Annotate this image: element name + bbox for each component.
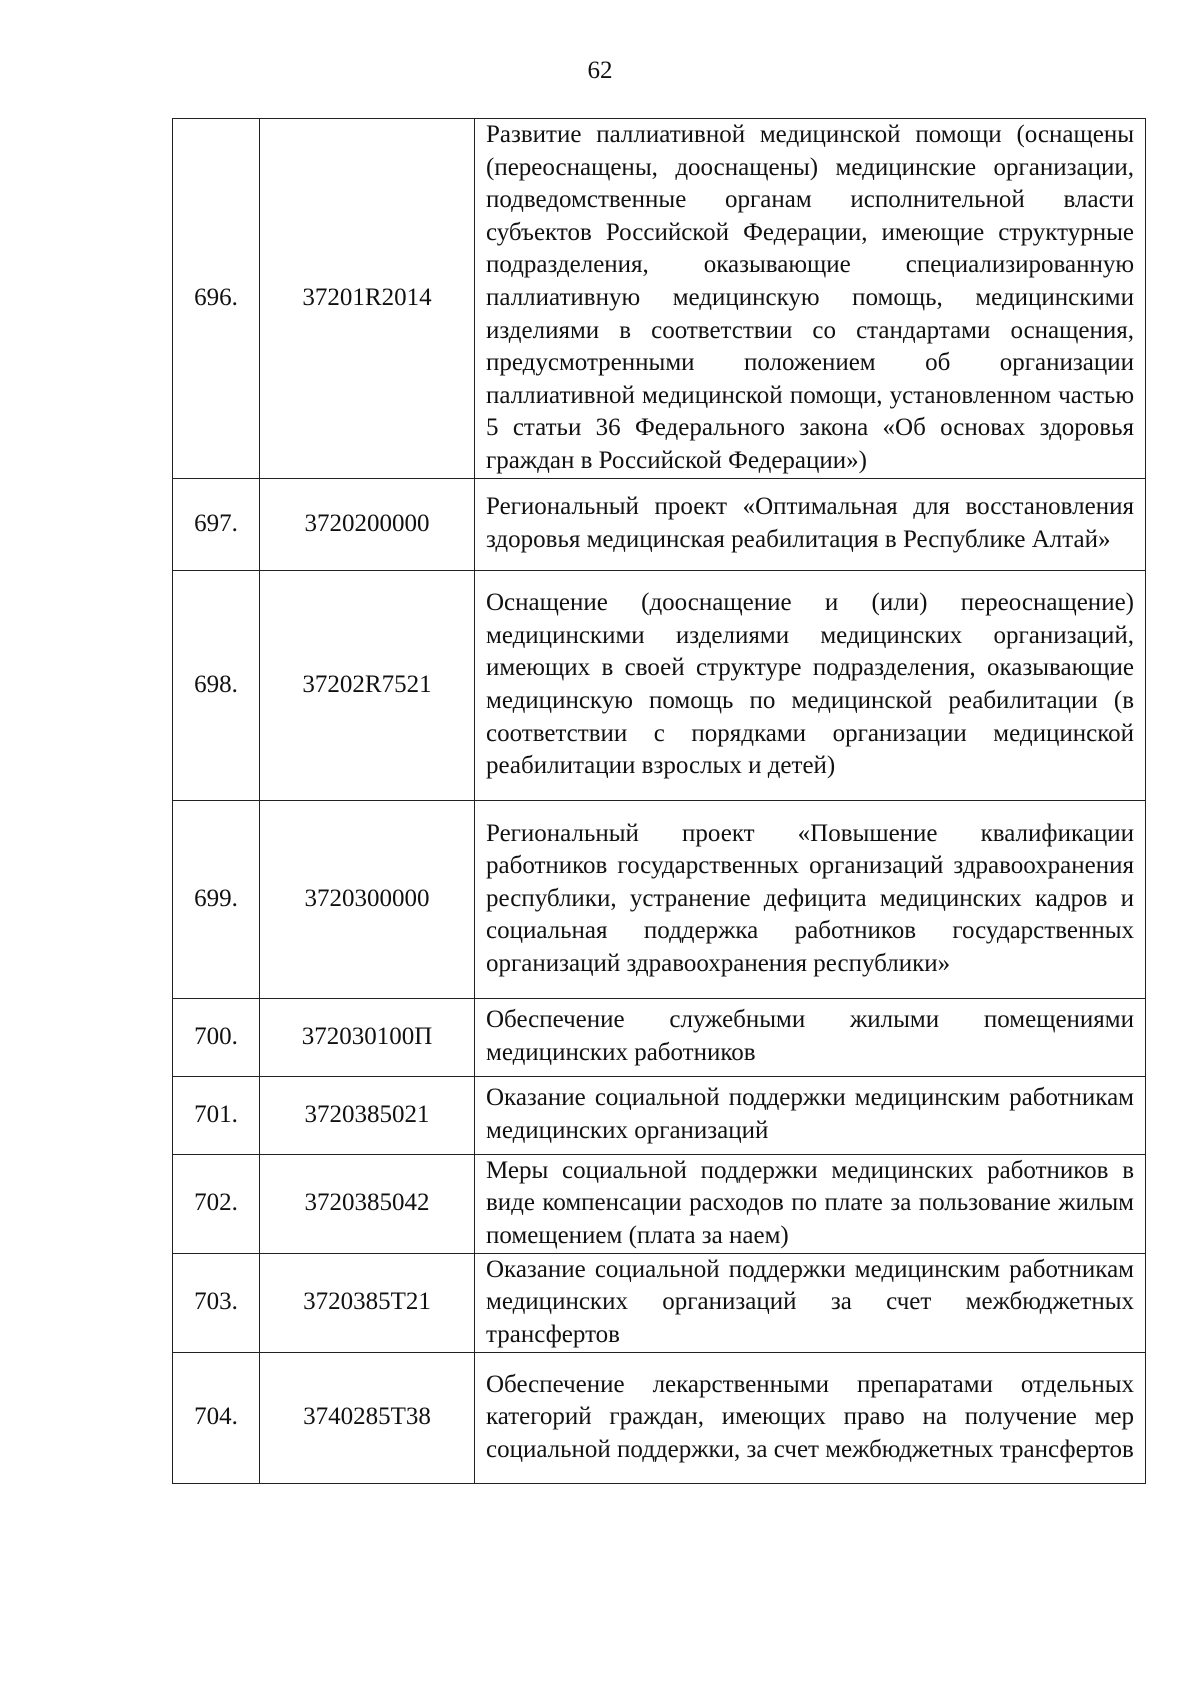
row-code: 3740285Т38 <box>260 1352 475 1483</box>
page-number: 62 <box>587 57 613 84</box>
row-code: 37202R7521 <box>260 570 475 800</box>
table-row <box>173 1076 1146 1154</box>
table-row <box>173 1154 1146 1253</box>
row-number: 704. <box>173 1352 260 1483</box>
row-code: 37201R2014 <box>260 119 475 479</box>
budget-classification-table <box>172 118 1146 1484</box>
row-description: Региональный проект «Оптимальная для восстановления здоровья медицинская реабилитация в Республике Алтай» <box>475 478 1146 570</box>
table-row <box>173 998 1146 1076</box>
row-description: Обеспечение служебными жилыми помещениями медицинских работников <box>475 998 1146 1076</box>
row-description: Оснащение (дооснащение и (или) переоснащение) медицинскими изделиями медицинских организаций, имеющих в своей структуре подразделения, оказывающие медицинскую помощь по медицинской реабилитации (в соответствии с порядками организации медицинской реабилитации взрослых и детей) <box>475 570 1146 800</box>
row-description: Меры социальной поддержки медицинских работников в виде компенсации расходов по плате за пользование жилым помещением (плата за наем) <box>475 1154 1146 1253</box>
row-description: Оказание социальной поддержки медицинским работникам медицинских организаций <box>475 1076 1146 1154</box>
table-row <box>173 1352 1146 1483</box>
table-row <box>173 800 1146 998</box>
row-number: 696. <box>173 119 260 479</box>
row-code: 3720300000 <box>260 800 475 998</box>
row-number: 699. <box>173 800 260 998</box>
row-number: 698. <box>173 570 260 800</box>
row-description: Обеспечение лекарственными препаратами отдельных категорий граждан, имеющих право на получение мер социальной поддержки, за счет межбюджетных трансфертов <box>475 1352 1146 1483</box>
row-code: 3720385021 <box>260 1076 475 1154</box>
row-number: 697. <box>173 478 260 570</box>
row-code: 3720385042 <box>260 1154 475 1253</box>
row-code: 372030100П <box>260 998 475 1076</box>
row-description: Региональный проект «Повышение квалификации работников государственных организаций здравоохранения республики, устранение дефицита медицинских кадров и социальная поддержка работников государственных организаций здравоохранения республики» <box>475 800 1146 998</box>
table-row <box>173 570 1146 800</box>
row-description: Оказание социальной поддержки медицинским работникам медицинских организаций за счет межбюджетных трансфертов <box>475 1253 1146 1352</box>
row-description: Развитие паллиативной медицинской помощи (оснащены (переоснащены, дооснащены) медицинские организации, подведомственные органам исполнительной власти субъектов Российской Федерации, имеющие структурные подразделения, оказывающие специализированную паллиативную медицинскую помощь, медицинскими изделиями в соответствии со стандартами оснащения, предусмотренными положением об организации паллиативной медицинской помощи, установленном частью 5 статьи 36 Федерального закона «Об основах здоровья граждан в Российской Федерации») <box>475 119 1146 479</box>
row-number: 702. <box>173 1154 260 1253</box>
row-code: 3720385Т21 <box>260 1253 475 1352</box>
table-row <box>173 478 1146 570</box>
row-number: 701. <box>173 1076 260 1154</box>
row-number: 703. <box>173 1253 260 1352</box>
row-number: 700. <box>173 998 260 1076</box>
table-row <box>173 119 1146 479</box>
table-row <box>173 1253 1146 1352</box>
row-code: 3720200000 <box>260 478 475 570</box>
